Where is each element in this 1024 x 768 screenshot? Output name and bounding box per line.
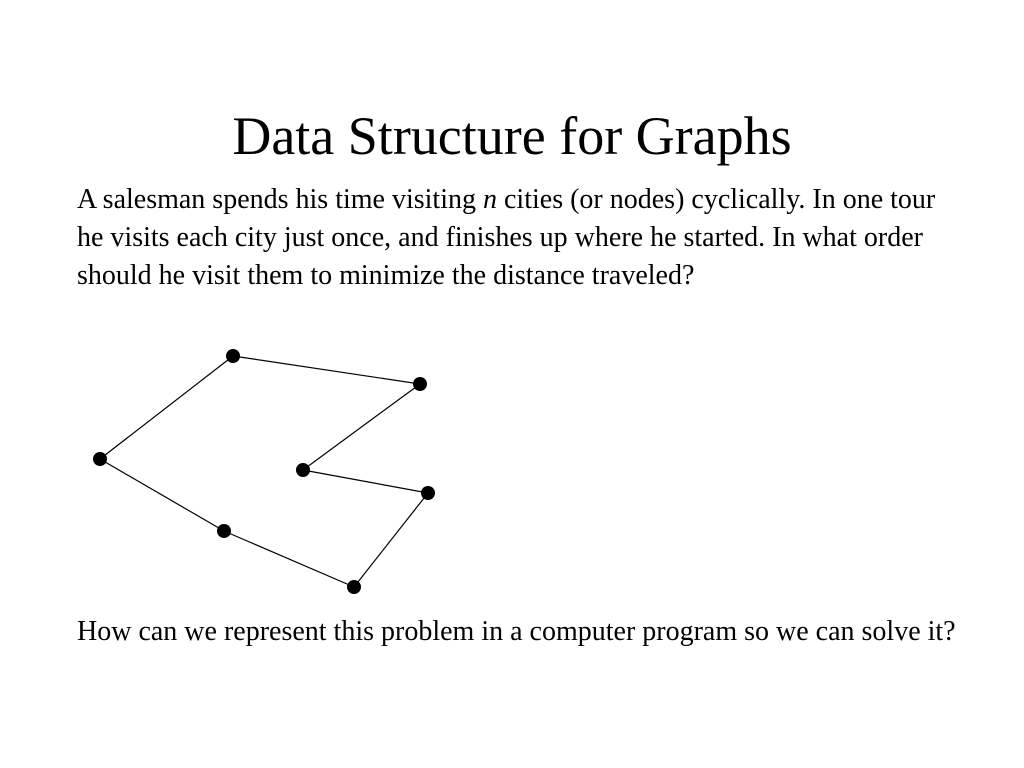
problem-text-start: A salesman spends his time visiting — [77, 184, 483, 215]
edge — [303, 384, 420, 470]
city-node — [413, 377, 427, 391]
edge — [100, 356, 233, 459]
edge — [303, 470, 428, 493]
city-node — [347, 580, 361, 594]
edge — [224, 531, 354, 587]
city-node — [421, 486, 435, 500]
tour-edges — [100, 356, 428, 587]
city-node — [296, 463, 310, 477]
question-text: How can we represent this problem in a computer program so we can solve it? — [77, 616, 956, 647]
city-node — [93, 452, 107, 466]
problem-description — [77, 181, 957, 295]
variable-n: n — [483, 184, 497, 215]
city-node — [226, 349, 240, 363]
edge — [233, 356, 420, 384]
edge — [100, 459, 224, 531]
city-nodes — [93, 349, 435, 594]
edge — [354, 493, 428, 587]
problem-text-end: cities (or nodes) cyclically. In one tour he visits each city just once, and finishes up where he started. In what order should he visit them to minimize the distance traveled? — [77, 184, 936, 291]
city-node — [217, 524, 231, 538]
slide-title: Data Structure for Graphs — [232, 106, 792, 166]
